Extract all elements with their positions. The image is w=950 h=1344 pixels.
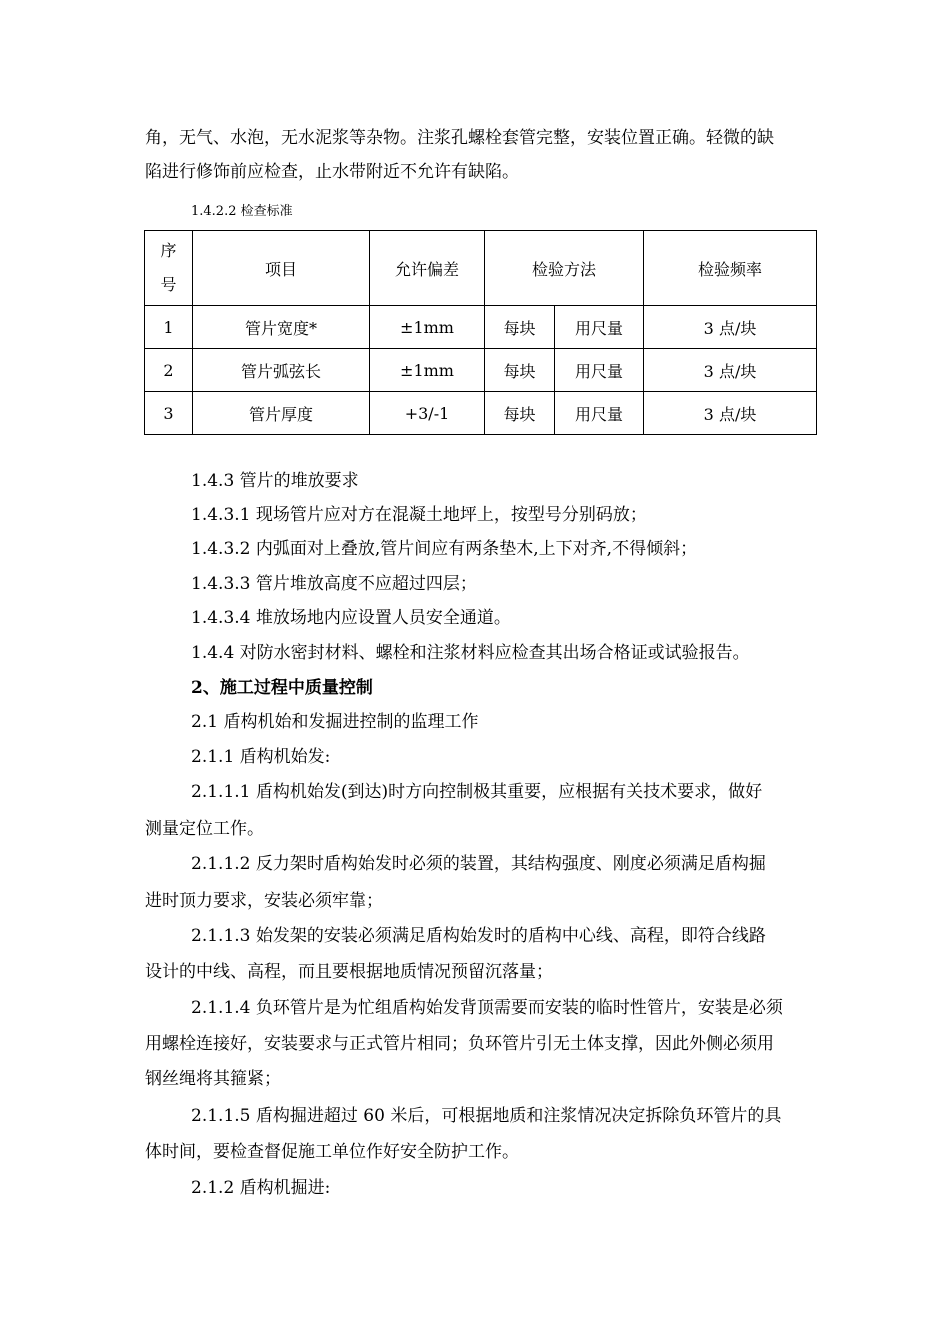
cell-tool: 用尺量 [555, 392, 644, 435]
cell-frequency: 3 点/块 [644, 349, 817, 392]
cell-item: 管片弧弦长 [193, 349, 370, 392]
table-row [145, 349, 817, 392]
inspection-standard-table [144, 230, 817, 435]
section-heading-2-1-2: 2.1.2 盾构机掘进: [191, 1178, 331, 1198]
cell-item: 管片宽度* [193, 306, 370, 349]
paragraph-line: 2.1.1.4 负环管片是为忙组盾构始发背顶需要而安装的临时性管片，安装是必须 [191, 998, 783, 1018]
paragraph-line: 进时顶力要求，安装必须牢靠； [145, 891, 383, 911]
cell-item: 管片厚度 [193, 392, 370, 435]
cell-frequency: 3 点/块 [644, 392, 817, 435]
header-seq: 序号 [145, 231, 193, 306]
cell-scope: 每块 [485, 306, 555, 349]
paragraph-line: 2.1.1.2 反力架时盾构始发时必须的装置，其结构强度、刚度必须满足盾构掘 [191, 854, 766, 874]
header-frequency: 检验频率 [644, 231, 817, 306]
cell-seq: 2 [145, 349, 193, 392]
cell-frequency: 3 点/块 [644, 306, 817, 349]
table-caption: 1.4.2.2 检查标准 [191, 204, 293, 219]
paragraph-line: 测量定位工作。 [145, 819, 264, 839]
cell-tolerance: ±1mm [370, 349, 485, 392]
table-header-row [145, 231, 817, 306]
paragraph-line: 1.4.3.2 内弧面对上叠放,管片间应有两条垫木,上下对齐,不得倾斜； [191, 539, 698, 559]
paragraph-line: 陷进行修饰前应检查，止水带附近不允许有缺陷。 [145, 162, 519, 182]
cell-tolerance: ±1mm [370, 306, 485, 349]
cell-tool: 用尺量 [555, 349, 644, 392]
table-row [145, 392, 817, 435]
cell-tolerance: +3/-1 [370, 392, 485, 435]
cell-seq: 1 [145, 306, 193, 349]
header-item: 项目 [193, 231, 370, 306]
cell-scope: 每块 [485, 349, 555, 392]
header-method: 检验方法 [485, 231, 644, 306]
paragraph-line: 2.1.1.1 盾构机始发(到达)时方向控制极其重要，应根据有关技术要求，做好 [191, 782, 763, 802]
paragraph-line: 1.4.4 对防水密封材料、螺栓和注浆材料应检查其出场合格证或试验报告。 [191, 643, 750, 663]
cell-seq: 3 [145, 392, 193, 435]
paragraph-line: 用螺栓连接好，安装要求与正式管片相同；负环管片引无土体支撑，因此外侧必须用 [145, 1034, 774, 1054]
paragraph-line: 设计的中线、高程，而且要根据地质情况预留沉落量； [145, 962, 553, 982]
header-tolerance: 允许偏差 [370, 231, 485, 306]
paragraph-line: 体时间，要检查督促施工单位作好安全防护工作。 [145, 1142, 519, 1162]
paragraph-line: 1.4.3.4 堆放场地内应设置人员安全通道。 [191, 608, 511, 628]
paragraph-line: 1.4.3.1 现场管片应对方在混凝土地坪上，按型号分别码放； [191, 505, 647, 525]
section-heading-1-4-3: 1.4.3 管片的堆放要求 [191, 471, 359, 491]
cell-tool: 用尺量 [555, 306, 644, 349]
cell-scope: 每块 [485, 392, 555, 435]
paragraph-line: 钢丝绳将其箍紧； [145, 1069, 281, 1089]
paragraph-line: 角，无气、水泡，无水泥浆等杂物。注浆孔螺栓套管完整，安装位置正确。轻微的缺 [145, 128, 774, 148]
section-heading-2-1-1: 2.1.1 盾构机始发: [191, 747, 331, 767]
section-heading-2-1: 2.1 盾构机始和发掘进控制的监理工作 [191, 712, 479, 732]
paragraph-line: 2.1.1.5 盾构掘进超过 60 米后，可根据地质和注浆情况决定拆除负环管片的具 [191, 1106, 782, 1126]
paragraph-line: 1.4.3.3 管片堆放高度不应超过四层； [191, 574, 477, 594]
section-heading-2: 2、施工过程中质量控制 [191, 678, 373, 698]
paragraph-line: 2.1.1.3 始发架的安装必须满足盾构始发时的盾构中心线、高程，即符合线路 [191, 926, 766, 946]
table-row [145, 306, 817, 349]
